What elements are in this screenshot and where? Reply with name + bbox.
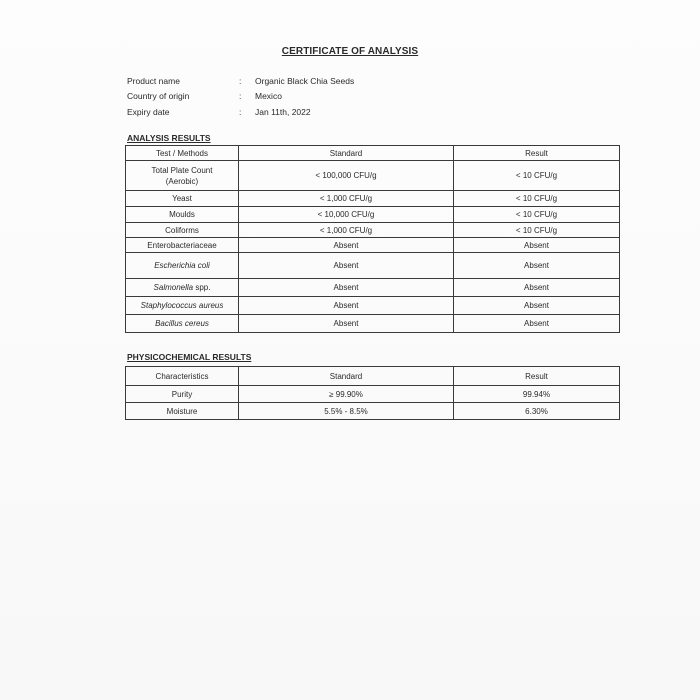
standard-cell: < 1,000 CFU/g (239, 223, 454, 238)
table-row (126, 223, 620, 238)
result-cell: < 10 CFU/g (454, 207, 620, 223)
product-info (127, 73, 354, 120)
info-value: Mexico (255, 91, 282, 102)
test-name: Salmonella (153, 283, 194, 292)
table-row (126, 386, 620, 403)
table-row (126, 238, 620, 253)
info-label: Product name (127, 75, 180, 86)
info-value: Jan 11th, 2022 (255, 106, 311, 117)
info-separator: : (239, 91, 242, 102)
result-cell: 6.30% (454, 403, 620, 420)
analysis-table (125, 145, 620, 333)
physicochemical-heading: PHYSICOCHEMICAL RESULTS (127, 352, 252, 362)
column-header: Characteristics (126, 367, 239, 386)
document-title: CERTIFICATE OF ANALYSIS (281, 46, 419, 57)
standard-cell: Absent (239, 253, 454, 279)
physicochemical-table (125, 366, 620, 420)
table-header-row (126, 146, 620, 161)
table-row (126, 253, 620, 279)
result-cell: Absent (454, 297, 620, 315)
table-row (126, 297, 620, 315)
characteristic-cell: Moisture (126, 403, 239, 420)
result-cell: < 10 CFU/g (454, 161, 620, 191)
test-cell (126, 161, 239, 191)
test-cell: Yeast (126, 191, 239, 207)
table-row (126, 403, 620, 420)
column-header: Standard (239, 146, 454, 161)
test-cell: Staphylococcus aureus (126, 297, 239, 315)
standard-cell: Absent (239, 279, 454, 297)
info-label: Expiry date (127, 106, 170, 117)
info-separator: : (239, 75, 242, 86)
test-cell: Moulds (126, 207, 239, 223)
result-cell: Absent (454, 315, 620, 333)
info-row-country (127, 89, 354, 105)
result-cell: Absent (454, 253, 620, 279)
standard-cell: ≥ 99.90% (239, 386, 454, 403)
info-row-expiry (127, 104, 354, 120)
test-cell: Bacillus cereus (126, 315, 239, 333)
column-header: Test / Methods (126, 146, 239, 161)
info-label: Country of origin (127, 91, 190, 102)
column-header: Result (454, 367, 620, 386)
standard-cell: Absent (239, 315, 454, 333)
table-row (126, 315, 620, 333)
standard-cell: < 1,000 CFU/g (239, 191, 454, 207)
info-row-product-name (127, 73, 354, 89)
column-header: Result (454, 146, 620, 161)
result-cell: Absent (454, 238, 620, 253)
standard-cell: 5.5% - 8.5% (239, 403, 454, 420)
column-header: Standard (239, 367, 454, 386)
table-row (126, 191, 620, 207)
standard-cell: < 100,000 CFU/g (239, 161, 454, 191)
table-header-row (126, 367, 620, 386)
table-row (126, 279, 620, 297)
info-value: Organic Black Chia Seeds (255, 75, 355, 86)
info-separator: : (239, 106, 242, 117)
analysis-heading: ANALYSIS RESULTS (127, 133, 211, 143)
test-cell: Escherichia coli (126, 253, 239, 279)
test-name-qualifier: (Aerobic) (165, 176, 199, 186)
test-name: Total Plate Count (151, 165, 213, 175)
test-cell: Enterobacteriaceae (126, 238, 239, 253)
test-cell: Coliforms (126, 223, 239, 238)
standard-cell: Absent (239, 238, 454, 253)
result-cell: 99.94% (454, 386, 620, 403)
characteristic-cell: Purity (126, 386, 239, 403)
test-cell (126, 279, 239, 297)
table-row (126, 161, 620, 191)
result-cell: < 10 CFU/g (454, 223, 620, 238)
standard-cell: Absent (239, 297, 454, 315)
result-cell: < 10 CFU/g (454, 191, 620, 207)
table-row (126, 207, 620, 223)
standard-cell: < 10,000 CFU/g (239, 207, 454, 223)
test-name-suffix: spp. (193, 283, 211, 292)
result-cell: Absent (454, 279, 620, 297)
